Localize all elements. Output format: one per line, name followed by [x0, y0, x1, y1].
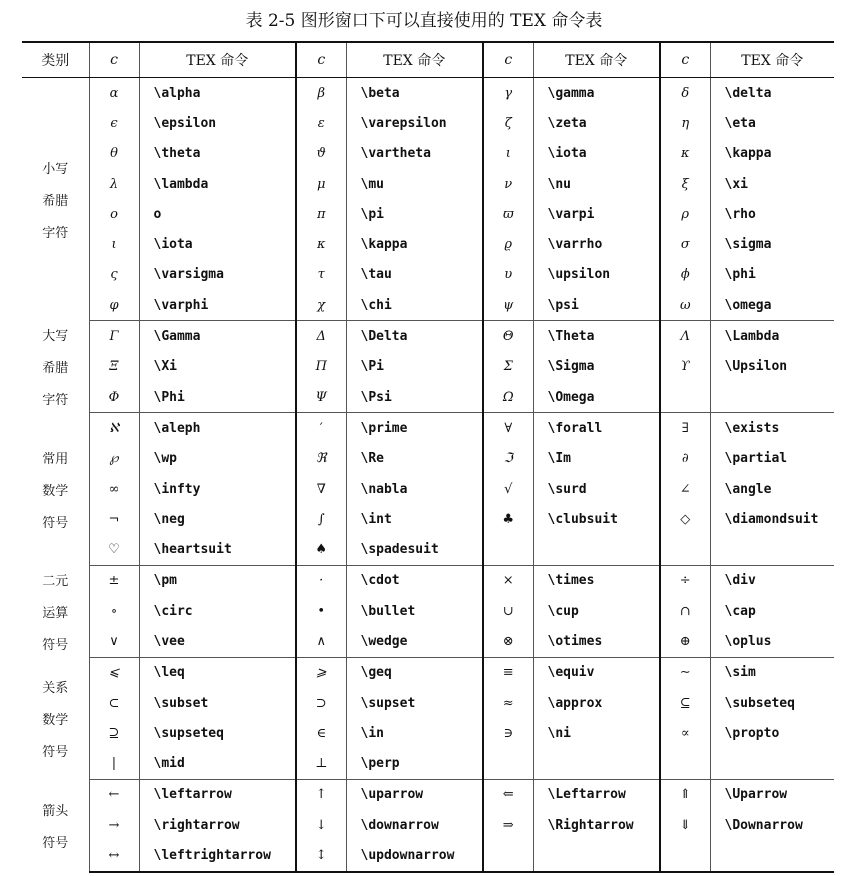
command-cell: \Re [346, 444, 483, 474]
symbol-cell: ∧ [296, 626, 346, 657]
command-cell: \varphi [139, 290, 296, 321]
symbol-cell: Λ [660, 321, 710, 352]
command-cell: \sim [724, 665, 756, 681]
symbol-cell: δ [660, 78, 710, 109]
command-cell: \Im [533, 444, 660, 474]
symbol-cell: π [296, 199, 346, 229]
table-row [22, 290, 834, 321]
command-cell: \delta [724, 85, 772, 101]
category-cell [22, 657, 89, 779]
tex-command-table [22, 41, 834, 873]
symbol-cell: ι [89, 229, 139, 259]
symbol-cell: ℑ [483, 444, 533, 474]
category-label: 数学 [42, 483, 69, 499]
command-cell: \mu [346, 169, 483, 199]
command-cell: \updownarrow [346, 840, 483, 871]
command-cell: \nu [533, 169, 660, 199]
command-cell: \heartsuit [139, 534, 296, 565]
command-cell: \varpi [533, 199, 660, 229]
symbol-cell: Ξ [89, 352, 139, 382]
command-cell: \nabla [346, 474, 483, 504]
symbol-cell: Σ [483, 352, 533, 382]
command-cell: \Downarrow [724, 817, 803, 833]
symbol-cell: ∋ [483, 718, 533, 748]
category-cell [22, 321, 89, 413]
symbol-cell: Θ [483, 321, 533, 352]
symbol-cell: ∠ [660, 474, 710, 504]
symbol-cell: ⊃ [296, 688, 346, 718]
symbol-cell: ⇐ [483, 779, 533, 810]
command-cell: \Uparrow [724, 787, 788, 803]
command-cell: \wedge [346, 626, 483, 657]
command-cell: \surd [533, 474, 660, 504]
symbol-cell: ψ [483, 290, 533, 321]
category-cell [22, 413, 89, 565]
command-cell: \times [533, 565, 660, 596]
table-row [22, 382, 834, 413]
table-row [22, 810, 834, 840]
table-row [22, 565, 834, 596]
command-cell: \Lambda [724, 329, 780, 345]
symbol-cell: ≡ [483, 657, 533, 688]
command-cell: \propto [724, 725, 780, 741]
table-row [22, 779, 834, 810]
symbol-cell: σ [660, 229, 710, 259]
symbol-cell: ζ [483, 108, 533, 138]
symbol-cell: γ [483, 78, 533, 109]
symbol-cell: ∨ [89, 626, 139, 657]
command-cell: \in [346, 718, 483, 748]
command-cell: \upsilon [533, 260, 660, 290]
table-row [22, 108, 834, 138]
symbol-cell: ↑ [296, 779, 346, 810]
header-command: TEX 命令 [139, 42, 296, 78]
command-cell: \mid [139, 749, 296, 780]
command-cell: \varrho [533, 229, 660, 259]
table-row [22, 260, 834, 290]
command-cell: \xi [724, 176, 748, 192]
command-cell: \vee [139, 626, 296, 657]
command-cell: \Omega [533, 382, 660, 413]
table-row [22, 169, 834, 199]
symbol-cell: ± [89, 565, 139, 596]
symbol-cell: o [89, 199, 139, 229]
command-cell: \geq [346, 657, 483, 688]
symbol-cell: ′ [296, 413, 346, 444]
command-cell: \gamma [533, 78, 660, 109]
command-cell [710, 840, 834, 871]
command-cell: \phi [724, 267, 756, 283]
symbol-cell: Ψ [296, 382, 346, 413]
command-cell: \sigma [724, 237, 772, 253]
command-cell: \supseteq [139, 718, 296, 748]
symbol-cell: ℵ [89, 413, 139, 444]
command-cell [710, 382, 834, 413]
command-cell: \iota [139, 229, 296, 259]
category-label: 希腊 [42, 193, 69, 209]
symbol-cell: ⊗ [483, 626, 533, 657]
symbol-cell: √ [483, 474, 533, 504]
command-cell: \clubsuit [533, 504, 660, 534]
command-cell: \leq [139, 657, 296, 688]
command-cell: \subset [139, 688, 296, 718]
table-row [22, 139, 834, 169]
table-row [22, 444, 834, 474]
table-row [22, 199, 834, 229]
symbol-cell [483, 749, 533, 780]
header-symbol: c [296, 42, 346, 78]
command-cell: \exists [724, 420, 780, 436]
symbol-cell: Γ [89, 321, 139, 352]
category-label: 符号 [42, 515, 69, 531]
symbol-cell: ÷ [660, 565, 710, 596]
category-cell [22, 565, 89, 657]
header-symbol: c [660, 42, 710, 78]
header-symbol: c [483, 42, 533, 78]
command-cell: \forall [533, 413, 660, 444]
command-cell: \Sigma [533, 352, 660, 382]
command-cell: \bullet [346, 596, 483, 626]
symbol-cell: ω [660, 290, 710, 321]
category-label: 符号 [42, 637, 69, 653]
symbol-cell: Ω [483, 382, 533, 413]
command-cell: \varsigma [139, 260, 296, 290]
symbol-cell: ♣ [483, 504, 533, 534]
symbol-cell: ♠ [296, 534, 346, 565]
category-label: 箭头 [42, 804, 69, 820]
symbol-cell: ε [296, 108, 346, 138]
symbol-cell: ↔ [89, 840, 139, 871]
command-cell: \Leftarrow [533, 779, 660, 810]
command-cell: \oplus [710, 626, 834, 657]
category-label: 大写 [42, 329, 69, 345]
command-cell: \perp [346, 749, 483, 780]
command-cell: \downarrow [346, 810, 483, 840]
command-cell: \prime [346, 413, 483, 444]
symbol-cell: ϕ [660, 260, 710, 290]
header-category: 类别 [22, 42, 89, 78]
command-cell: \rightarrow [139, 810, 296, 840]
symbol-cell: ⊕ [660, 626, 710, 657]
symbol-cell: ∼ [660, 657, 710, 688]
command-cell [533, 749, 660, 780]
symbol-cell: η [660, 108, 710, 138]
symbol-cell: κ [660, 139, 710, 169]
symbol-cell: ξ [660, 169, 710, 199]
command-cell [710, 749, 834, 780]
symbol-cell: ∪ [483, 596, 533, 626]
symbol-cell: ⊥ [296, 749, 346, 780]
symbol-cell: ∫ [296, 504, 346, 534]
command-cell: \leftrightarrow [139, 840, 296, 871]
symbol-cell: × [483, 565, 533, 596]
symbol-cell: ϖ [483, 199, 533, 229]
category-label: 常用 [42, 451, 69, 467]
symbol-cell: ϱ [483, 229, 533, 259]
command-cell: \otimes [533, 626, 660, 657]
symbol-cell: ⩾ [296, 657, 346, 688]
command-cell: \omega [710, 290, 834, 321]
command-cell [533, 534, 660, 565]
category-cell [22, 78, 89, 321]
symbol-cell: ∩ [660, 596, 710, 626]
command-cell: \infty [139, 474, 296, 504]
command-cell: \iota [533, 139, 660, 169]
category-label: 字符 [42, 393, 69, 409]
symbol-cell: Φ [89, 382, 139, 413]
command-cell: \neg [139, 504, 296, 534]
table-row [22, 688, 834, 718]
symbol-cell: ⊇ [89, 718, 139, 748]
symbol-cell: ∇ [296, 474, 346, 504]
command-cell: \uparrow [346, 779, 483, 810]
category-cell [22, 779, 89, 871]
command-cell: \ni [533, 718, 660, 748]
header-command: TEX 命令 [710, 42, 834, 78]
symbol-cell: ρ [660, 199, 710, 229]
command-cell: \psi [533, 290, 660, 321]
table-row [22, 321, 834, 352]
header-command: TEX 命令 [533, 42, 660, 78]
symbol-cell: → [89, 810, 139, 840]
command-cell: \leftarrow [139, 779, 296, 810]
symbol-cell: ∈ [296, 718, 346, 748]
symbol-cell: · [296, 565, 346, 596]
command-cell: \angle [724, 481, 772, 497]
category-label: 字符 [42, 225, 69, 241]
symbol-cell: ♡ [89, 534, 139, 565]
command-cell: \cdot [346, 565, 483, 596]
symbol-cell: ⊆ [660, 688, 710, 718]
category-label: 二元 [42, 573, 69, 589]
command-cell: \lambda [139, 169, 296, 199]
category-label: 符号 [42, 836, 69, 852]
symbol-cell [660, 534, 710, 565]
command-cell: \Delta [346, 321, 483, 352]
command-cell: \beta [346, 78, 483, 109]
symbol-cell: θ [89, 139, 139, 169]
table-row [22, 229, 834, 259]
symbol-cell: ⩽ [89, 657, 139, 688]
command-cell: \Gamma [139, 321, 296, 352]
table-row [22, 749, 834, 780]
symbol-cell: ϒ [660, 352, 710, 382]
command-cell: \supset [346, 688, 483, 718]
symbol-cell: ↕ [296, 840, 346, 871]
table-row [22, 840, 834, 871]
table-row [22, 626, 834, 657]
symbol-cell: ⇒ [483, 810, 533, 840]
symbol-cell: ∝ [660, 718, 710, 748]
command-cell: \subseteq [724, 695, 795, 711]
command-cell: \tau [346, 260, 483, 290]
symbol-cell: ς [89, 260, 139, 290]
category-label: 小写 [42, 161, 69, 177]
table-row [22, 504, 834, 534]
symbol-cell [483, 840, 533, 871]
header-symbol: c [89, 42, 139, 78]
symbol-cell: ← [89, 779, 139, 810]
command-cell: \vartheta [346, 139, 483, 169]
command-cell: \equiv [533, 657, 660, 688]
category-label: 符号 [42, 744, 69, 760]
table-row [22, 534, 834, 565]
command-cell [533, 840, 660, 871]
command-cell: \kappa [724, 146, 772, 162]
symbol-cell: Π [296, 352, 346, 382]
category-label: 希腊 [42, 361, 69, 377]
symbol-cell: ℘ [89, 444, 139, 474]
command-cell: \int [346, 504, 483, 534]
table-row [22, 78, 834, 109]
symbol-cell [660, 382, 710, 413]
command-cell: \wp [139, 444, 296, 474]
table-caption: 表 2-5 图形窗口下可以直接使用的 TEX 命令表 [245, 11, 603, 31]
command-cell: \aleph [139, 413, 296, 444]
table-row [22, 596, 834, 626]
command-cell: \Rightarrow [533, 810, 660, 840]
command-cell: \rho [724, 206, 756, 222]
symbol-cell: ◇ [660, 504, 710, 534]
command-cell: \Phi [139, 382, 296, 413]
command-cell: \chi [346, 290, 483, 321]
symbol-cell: μ [296, 169, 346, 199]
command-cell: \Upsilon [724, 359, 788, 375]
symbol-cell: α [89, 78, 139, 109]
symbol-cell: ϑ [296, 139, 346, 169]
category-label: 关系 [42, 680, 69, 696]
table-row [22, 718, 834, 748]
symbol-cell: ⊂ [89, 688, 139, 718]
command-cell: \kappa [346, 229, 483, 259]
symbol-cell: ¬ [89, 504, 139, 534]
category-label: 数学 [42, 712, 69, 728]
command-cell: \theta [139, 139, 296, 169]
command-cell: o [139, 199, 296, 229]
command-cell: \approx [533, 688, 660, 718]
command-cell: \varepsilon [346, 108, 483, 138]
symbol-cell: ϵ [89, 108, 139, 138]
symbol-cell: λ [89, 169, 139, 199]
command-cell: \alpha [139, 78, 296, 109]
symbol-cell: ∂ [660, 444, 710, 474]
command-cell: \Xi [139, 352, 296, 382]
symbol-cell: τ [296, 260, 346, 290]
symbol-cell [660, 749, 710, 780]
symbol-cell: ↓ [296, 810, 346, 840]
symbol-cell [483, 534, 533, 565]
symbol-cell: ≈ [483, 688, 533, 718]
symbol-cell: β [296, 78, 346, 109]
symbol-cell: φ [89, 290, 139, 321]
command-cell: \spadesuit [346, 534, 483, 565]
table-row [22, 474, 834, 504]
symbol-cell: ν [483, 169, 533, 199]
symbol-cell: ⇑ [660, 779, 710, 810]
symbol-cell: χ [296, 290, 346, 321]
table-body [22, 78, 834, 872]
table-row [22, 657, 834, 688]
symbol-cell: ∞ [89, 474, 139, 504]
symbol-cell: υ [483, 260, 533, 290]
symbol-cell: ∃ [660, 413, 710, 444]
command-cell [710, 534, 834, 565]
table-row [22, 413, 834, 444]
command-cell: \circ [139, 596, 296, 626]
header-row [22, 42, 834, 78]
symbol-cell: ⇓ [660, 810, 710, 840]
symbol-cell [660, 840, 710, 871]
command-cell: \pi [346, 199, 483, 229]
command-cell: \diamondsuit [724, 511, 819, 527]
category-label: 运算 [42, 605, 69, 621]
command-cell: \div [724, 573, 756, 589]
symbol-cell: ℜ [296, 444, 346, 474]
symbol-cell: ι [483, 139, 533, 169]
command-cell: \pm [139, 565, 296, 596]
header-command: TEX 命令 [346, 42, 483, 78]
command-cell: \eta [724, 115, 756, 131]
command-cell: \epsilon [139, 108, 296, 138]
symbol-cell: ∀ [483, 413, 533, 444]
table-row [22, 352, 834, 382]
command-cell: \Theta [533, 321, 660, 352]
symbol-cell: κ [296, 229, 346, 259]
symbol-cell: • [296, 596, 346, 626]
command-cell: \cap [724, 603, 756, 619]
command-cell: \partial [724, 451, 788, 467]
command-cell: \zeta [533, 108, 660, 138]
symbol-cell: Δ [296, 321, 346, 352]
command-cell: \Pi [346, 352, 483, 382]
command-cell: \Psi [346, 382, 483, 413]
symbol-cell: ∘ [89, 596, 139, 626]
symbol-cell: | [89, 749, 139, 780]
command-cell: \cup [533, 596, 660, 626]
